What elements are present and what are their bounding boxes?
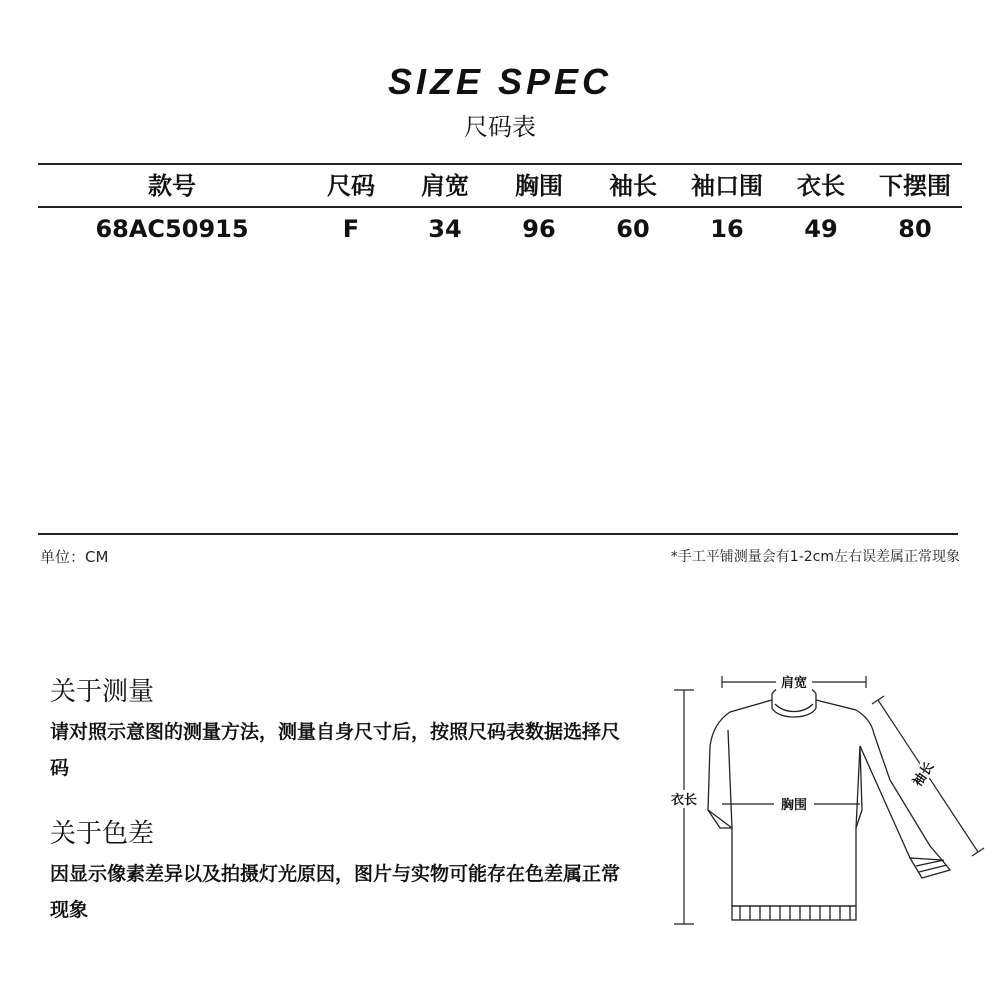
column-header-hem: 下摆围 bbox=[879, 172, 951, 200]
measurement-note: *手工平铺测量会有1-2cm左右误差属正常现象 bbox=[670, 549, 960, 565]
column-header-style-no: 款号 bbox=[148, 172, 196, 200]
table-cell-chest: 96 bbox=[522, 215, 556, 243]
column-header-sleeve: 袖长 bbox=[609, 172, 657, 200]
table-cell-style-no: 68AC50915 bbox=[95, 215, 249, 243]
measurement-heading: 关于测量 bbox=[50, 677, 155, 707]
sleeve-label: 袖长 bbox=[910, 759, 938, 790]
column-header-chest: 胸围 bbox=[515, 172, 563, 200]
length-label: 衣长 bbox=[670, 793, 698, 808]
page-title: SIZE SPEC bbox=[387, 61, 613, 102]
table-cell-cuff: 16 bbox=[710, 215, 744, 243]
chest-label: 胸围 bbox=[780, 798, 808, 813]
measurement-text: 请对照示意图的测量方法，测量自身尺寸后，按照尺码表数据选择尺码 bbox=[50, 721, 621, 779]
sweater-outline bbox=[708, 685, 950, 920]
table-cell-shoulder: 34 bbox=[428, 215, 462, 243]
table-cell-sleeve: 60 bbox=[616, 215, 650, 243]
table-cell-length: 49 bbox=[804, 215, 838, 243]
table-top-rule bbox=[38, 163, 962, 165]
unit-label: 单位：CM bbox=[40, 548, 109, 566]
column-header-cuff: 袖口围 bbox=[691, 172, 763, 200]
column-header-shoulder: 肩宽 bbox=[421, 172, 469, 200]
column-header-size: 尺码 bbox=[327, 172, 375, 200]
shoulder-label: 肩宽 bbox=[780, 676, 808, 691]
sweater-measurement-diagram bbox=[660, 660, 990, 940]
column-header-length: 衣长 bbox=[797, 172, 845, 200]
measure-lines bbox=[674, 676, 984, 924]
table-bottom-rule bbox=[38, 533, 958, 535]
table-cell-size: F bbox=[342, 215, 360, 243]
table-cell-hem: 80 bbox=[898, 215, 932, 243]
color-difference-heading: 关于色差 bbox=[50, 819, 155, 849]
page-subtitle: 尺码表 bbox=[464, 113, 536, 141]
color-difference-text: 因显示像素差异以及拍摄灯光原因，图片与实物可能存在色差属正常现象 bbox=[50, 863, 621, 921]
table-header-rule bbox=[38, 206, 962, 208]
